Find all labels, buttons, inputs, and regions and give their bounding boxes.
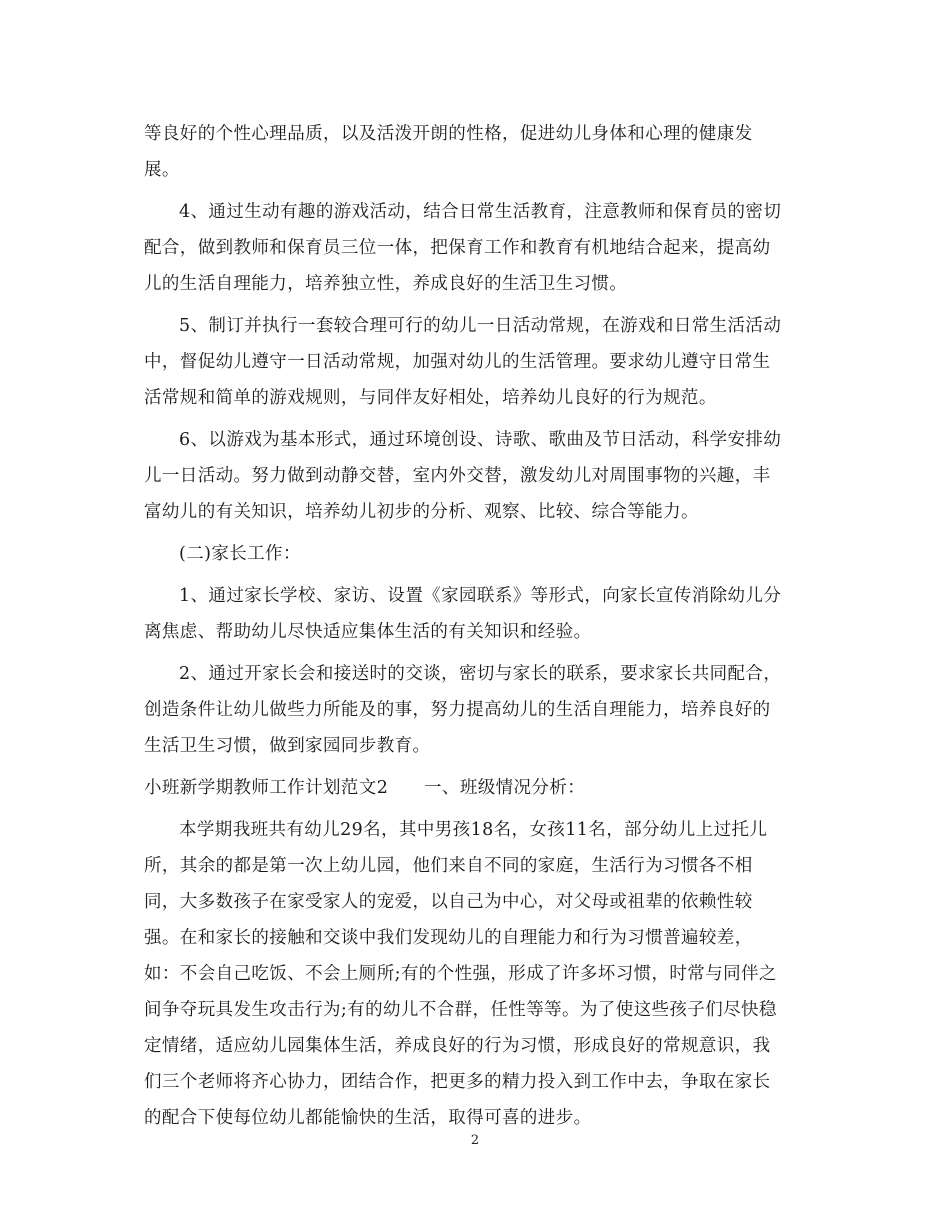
paragraph [144,536,809,572]
text-line: 离焦虑、帮助幼儿尽快适应集体生活的有关知识和经验。 [144,622,592,642]
paragraph [144,194,809,302]
text-line: 活常规和简单的游戏规则，与同伴友好相处，培养幼儿良好的行为规范。 [144,388,717,408]
paragraph [144,578,809,650]
text-line: 同，大多数孩子在家受家人的宠爱，以自己为中心，对父母或祖辈的依赖性较 [144,892,753,912]
document-body [144,116,809,1142]
page-number: 2 [470,1133,480,1148]
paragraph [144,812,809,1136]
text-line: 儿的生活自理能力，培养独立性，养成良好的生活卫生习惯。 [144,274,628,294]
paragraph [144,422,809,530]
text-line: 等良好的个性心理品质，以及活泼开朗的性格，促进幼儿身体和心理的健康发 [144,124,753,144]
text-line: 的配合下使每位幼儿都能愉快的生活，取得可喜的进步。 [144,1108,592,1128]
text-line: 中，督促幼儿遵守一日活动常规，加强对幼儿的生活管理。要求幼儿遵守日常生 [144,352,771,372]
paragraph [144,770,809,806]
text-line: 配合，做到教师和保育员三位一体，把保育工作和教育有机地结合起来，提高幼 [144,238,771,258]
paragraph [144,656,809,764]
text-line: 所，其余的都是第一次上幼儿园，他们来自不同的家庭，生活行为习惯各不相 [144,856,753,876]
text-line: 富幼儿的有关知识，培养幼儿初步的分析、观察、比较、综合等能力。 [144,502,699,522]
text-line: 1、通过家长学校、家访、设置《家园联系》等形式，向家长宣传消除幼儿分 [179,586,782,606]
text-line: 们三个老师将齐心协力，团结合作，把更多的精力投入到工作中去，争取在家长 [144,1072,771,1092]
text-line: 本学期我班共有幼儿29名，其中男孩18名，女孩11名，部分幼儿上过托儿 [179,820,768,840]
text-line: 间争夺玩具发生攻击行为;有的幼儿不合群，任性等等。为了使这些孩子们尽快稳 [144,1000,777,1020]
text-line: 小班新学期教师工作计划范文2 一、班级情况分析： [144,778,586,798]
text-line: 定情绪，适应幼儿园集体生活，养成良好的行为习惯，形成良好的常规意识，我 [144,1036,771,1056]
text-line: 生活卫生习惯，做到家园同步教育。 [144,736,431,756]
paragraph [144,308,809,416]
text-line: (二)家长工作： [179,544,301,564]
text-line: 儿一日活动。努力做到动静交替，室内外交替，激发幼儿对周围事物的兴趣，丰 [144,466,771,486]
text-line: 6、以游戏为基本形式，通过环境创设、诗歌、歌曲及节日活动，科学安排幼 [179,430,782,450]
text-line: 5、制订并执行一套较合理可行的幼儿一日活动常规，在游戏和日常生活活动 [179,316,782,336]
text-line: 2、通过开家长会和接送时的交谈，密切与家长的联系，要求家长共同配合， [179,664,782,684]
paragraph [144,116,809,188]
text-line: 4、通过生动有趣的游戏活动，结合日常生活教育，注意教师和保育员的密切 [179,202,782,222]
text-line: 展。 [144,160,180,180]
text-line: 创造条件让幼儿做些力所能及的事，努力提高幼儿的生活自理能力，培养良好的 [144,700,771,720]
text-line: 强。在和家长的接触和交谈中我们发现幼儿的自理能力和行为习惯普遍较差， [144,928,753,948]
text-line: 如：不会自己吃饭、不会上厕所;有的个性强，形成了许多坏习惯，时常与同伴之 [144,964,777,984]
